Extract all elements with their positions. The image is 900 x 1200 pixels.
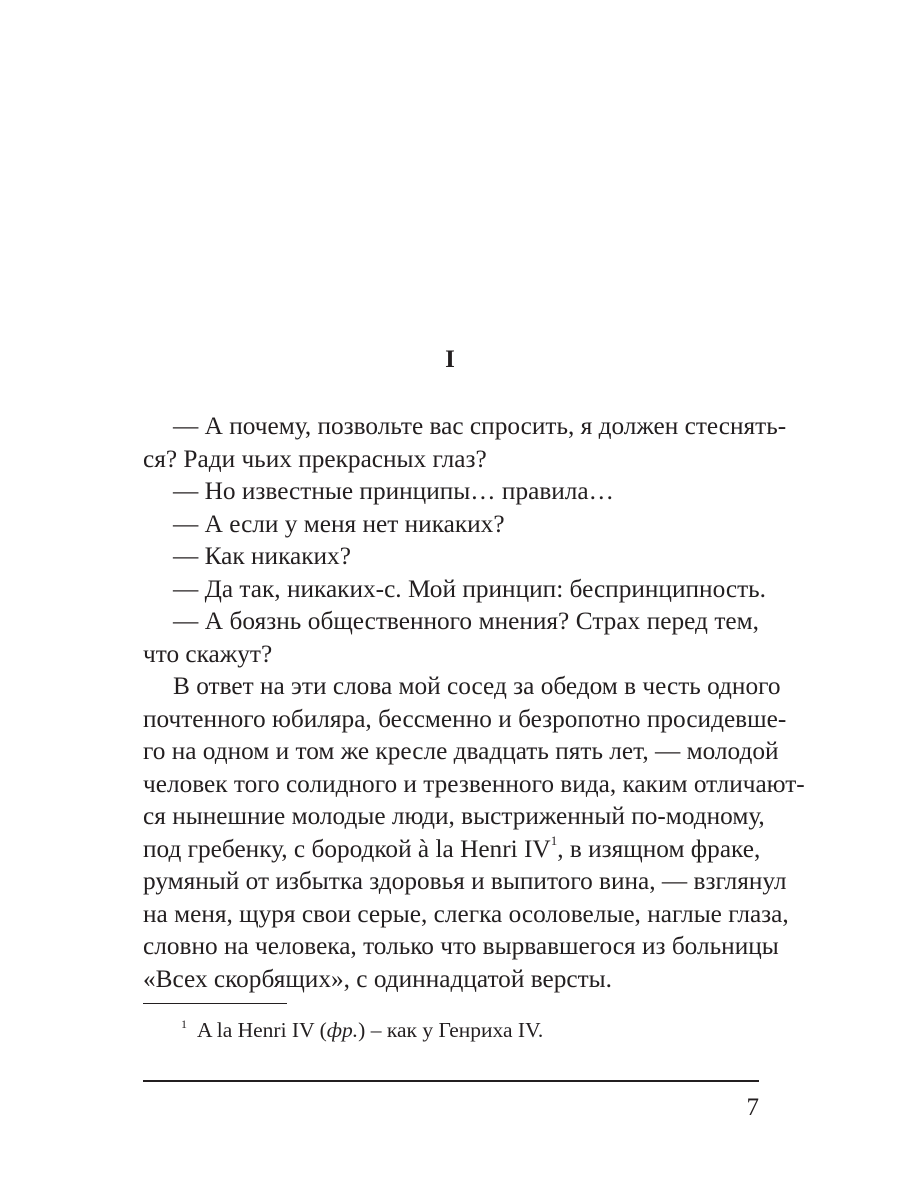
bottom-rule: [143, 1080, 759, 1082]
main-text: [143, 410, 805, 995]
text-line: ся? Ради чьих прекрасных глаз?: [143, 444, 487, 473]
text-line: В ответ на эти слова мой сосед за обедом в честь одного: [173, 672, 781, 700]
text-line: румяный от избытка здоровья и выпитого вина, — взглянул: [143, 867, 787, 895]
text-line: на меня, щуря свои серые, слегка осоловелые, наглые глаза,: [143, 899, 789, 928]
footnote-divider: [143, 1003, 287, 1004]
text-line: го на одном и том же кресле двадцать пять лет, — молодой: [143, 737, 779, 765]
text-line: почтенного юбиляра, бессменно и безропотно просидевше-: [143, 704, 787, 733]
text-line: «Всех скорбящих», с одиннадцатой версты.: [143, 964, 612, 993]
text-line: ся нынешние молодые люди, выстриженный по-модному,: [143, 802, 765, 830]
page-number: 7: [746, 1094, 759, 1121]
text-line: человек того солидного и трезвенного вида, каким отличают-: [143, 769, 805, 798]
text-line: — Как никаких?: [173, 542, 351, 570]
footnote: [181, 1010, 543, 1044]
text-line: — Но известные принципы… правила…: [173, 477, 614, 505]
footnote-gloss: ) – как у Генриха IV.: [358, 1018, 544, 1042]
footnote-language: фр.: [326, 1018, 359, 1042]
text-line: что скажут?: [143, 639, 273, 668]
text-segment: , в изящном фраке,: [557, 834, 761, 863]
text-line: словно на человека, только что вырвавшегося из больницы: [143, 932, 779, 960]
text-segment: под гребенку, с бородкой à la Henri IV: [143, 834, 551, 863]
text-line-with-footnote: [143, 833, 759, 866]
text-line: — А почему, позвольте вас спросить, я должен стеснять-: [173, 412, 787, 440]
text-line: — Да так, никаких-с. Мой принцип: беспринципность.: [173, 574, 767, 603]
footnote-reference: 1: [550, 832, 558, 848]
text-line: — А боязнь общественного мнения? Страх перед тем,: [173, 607, 759, 635]
footnote-term: A la Henri IV (: [197, 1018, 327, 1042]
text-line: — А если у меня нет никаких?: [173, 509, 505, 538]
footnote-number: 1: [181, 1017, 187, 1031]
chapter-heading: I: [445, 346, 455, 373]
